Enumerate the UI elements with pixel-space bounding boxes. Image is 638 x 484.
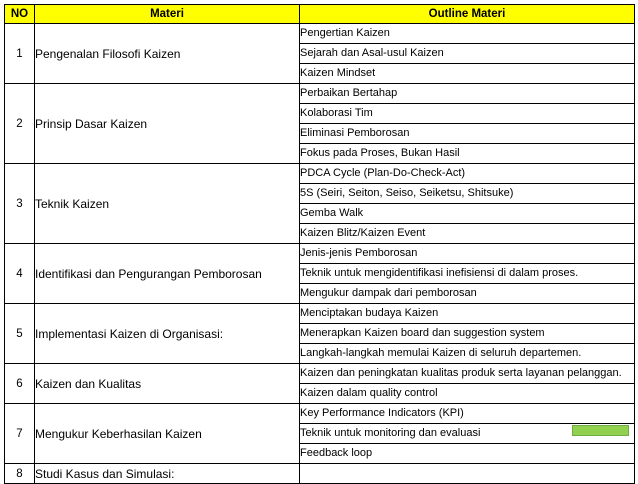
row-outline-item: Menerapkan Kaizen board dan suggestion system xyxy=(300,324,635,344)
row-number: 6 xyxy=(5,364,35,404)
green-marker xyxy=(572,425,629,436)
kaizen-curriculum-table xyxy=(4,4,635,484)
row-number: 7 xyxy=(5,404,35,464)
row-outline-item xyxy=(300,464,635,484)
table-row xyxy=(5,24,635,44)
row-outline-item: Key Performance Indicators (KPI) xyxy=(300,404,635,424)
row-outline-item: Feedback loop xyxy=(300,444,635,464)
row-outline-item: Sejarah dan Asal-usul Kaizen xyxy=(300,44,635,64)
row-outline-item: Kaizen Blitz/Kaizen Event xyxy=(300,224,635,244)
row-outline-item: PDCA Cycle (Plan-Do-Check-Act) xyxy=(300,164,635,184)
column-header-no: NO xyxy=(5,5,35,24)
row-outline-item: Fokus pada Proses, Bukan Hasil xyxy=(300,144,635,164)
row-number: 4 xyxy=(5,244,35,304)
row-outline-item: Pengertian Kaizen xyxy=(300,24,635,44)
row-number: 5 xyxy=(5,304,35,364)
table-row xyxy=(5,84,635,104)
row-number: 2 xyxy=(5,84,35,164)
document-sheet xyxy=(0,4,638,481)
row-number: 3 xyxy=(5,164,35,244)
table-row xyxy=(5,404,635,424)
row-outline-item: 5S (Seiri, Seiton, Seiso, Seiketsu, Shitsuke) xyxy=(300,184,635,204)
row-materi: Studi Kasus dan Simulasi: xyxy=(35,464,300,484)
row-outline-item: Gemba Walk xyxy=(300,204,635,224)
row-outline-item: Mengukur dampak dari pemborosan xyxy=(300,284,635,304)
row-materi: Mengukur Keberhasilan Kaizen xyxy=(35,404,300,464)
row-outline-item: Teknik untuk mengidentifikasi inefisiensi di dalam proses. xyxy=(300,264,635,284)
table-header xyxy=(5,5,635,24)
row-outline-item: Kaizen dalam quality control xyxy=(300,384,635,404)
row-outline-item: Perbaikan Bertahap xyxy=(300,84,635,104)
table-row xyxy=(5,364,635,384)
row-outline-item: Jenis-jenis Pemborosan xyxy=(300,244,635,264)
row-outline-item: Langkah-langkah memulai Kaizen di seluruh departemen. xyxy=(300,344,635,364)
row-outline-item: Menciptakan budaya Kaizen xyxy=(300,304,635,324)
table-body xyxy=(5,24,635,484)
row-materi: Identifikasi dan Pengurangan Pemborosan xyxy=(35,244,300,304)
row-outline-item: Kaizen Mindset xyxy=(300,64,635,84)
row-outline-item: Kolaborasi Tim xyxy=(300,104,635,124)
row-outline-item: Teknik untuk monitoring dan evaluasi xyxy=(300,424,635,444)
row-materi: Prinsip Dasar Kaizen xyxy=(35,84,300,164)
table-header-row xyxy=(5,5,635,24)
table-row xyxy=(5,164,635,184)
row-materi: Teknik Kaizen xyxy=(35,164,300,244)
table-row xyxy=(5,304,635,324)
table-row xyxy=(5,464,635,484)
row-materi: Kaizen dan Kualitas xyxy=(35,364,300,404)
row-materi: Pengenalan Filosofi Kaizen xyxy=(35,24,300,84)
row-outline-item: Kaizen dan peningkatan kualitas produk serta layanan pelanggan. xyxy=(300,364,635,384)
row-outline-item: Eliminasi Pemborosan xyxy=(300,124,635,144)
column-header-outline: Outline Materi xyxy=(300,5,635,24)
table-row xyxy=(5,244,635,264)
row-number: 1 xyxy=(5,24,35,84)
row-number: 8 xyxy=(5,464,35,484)
column-header-materi: Materi xyxy=(35,5,300,24)
row-materi: Implementasi Kaizen di Organisasi: xyxy=(35,304,300,364)
